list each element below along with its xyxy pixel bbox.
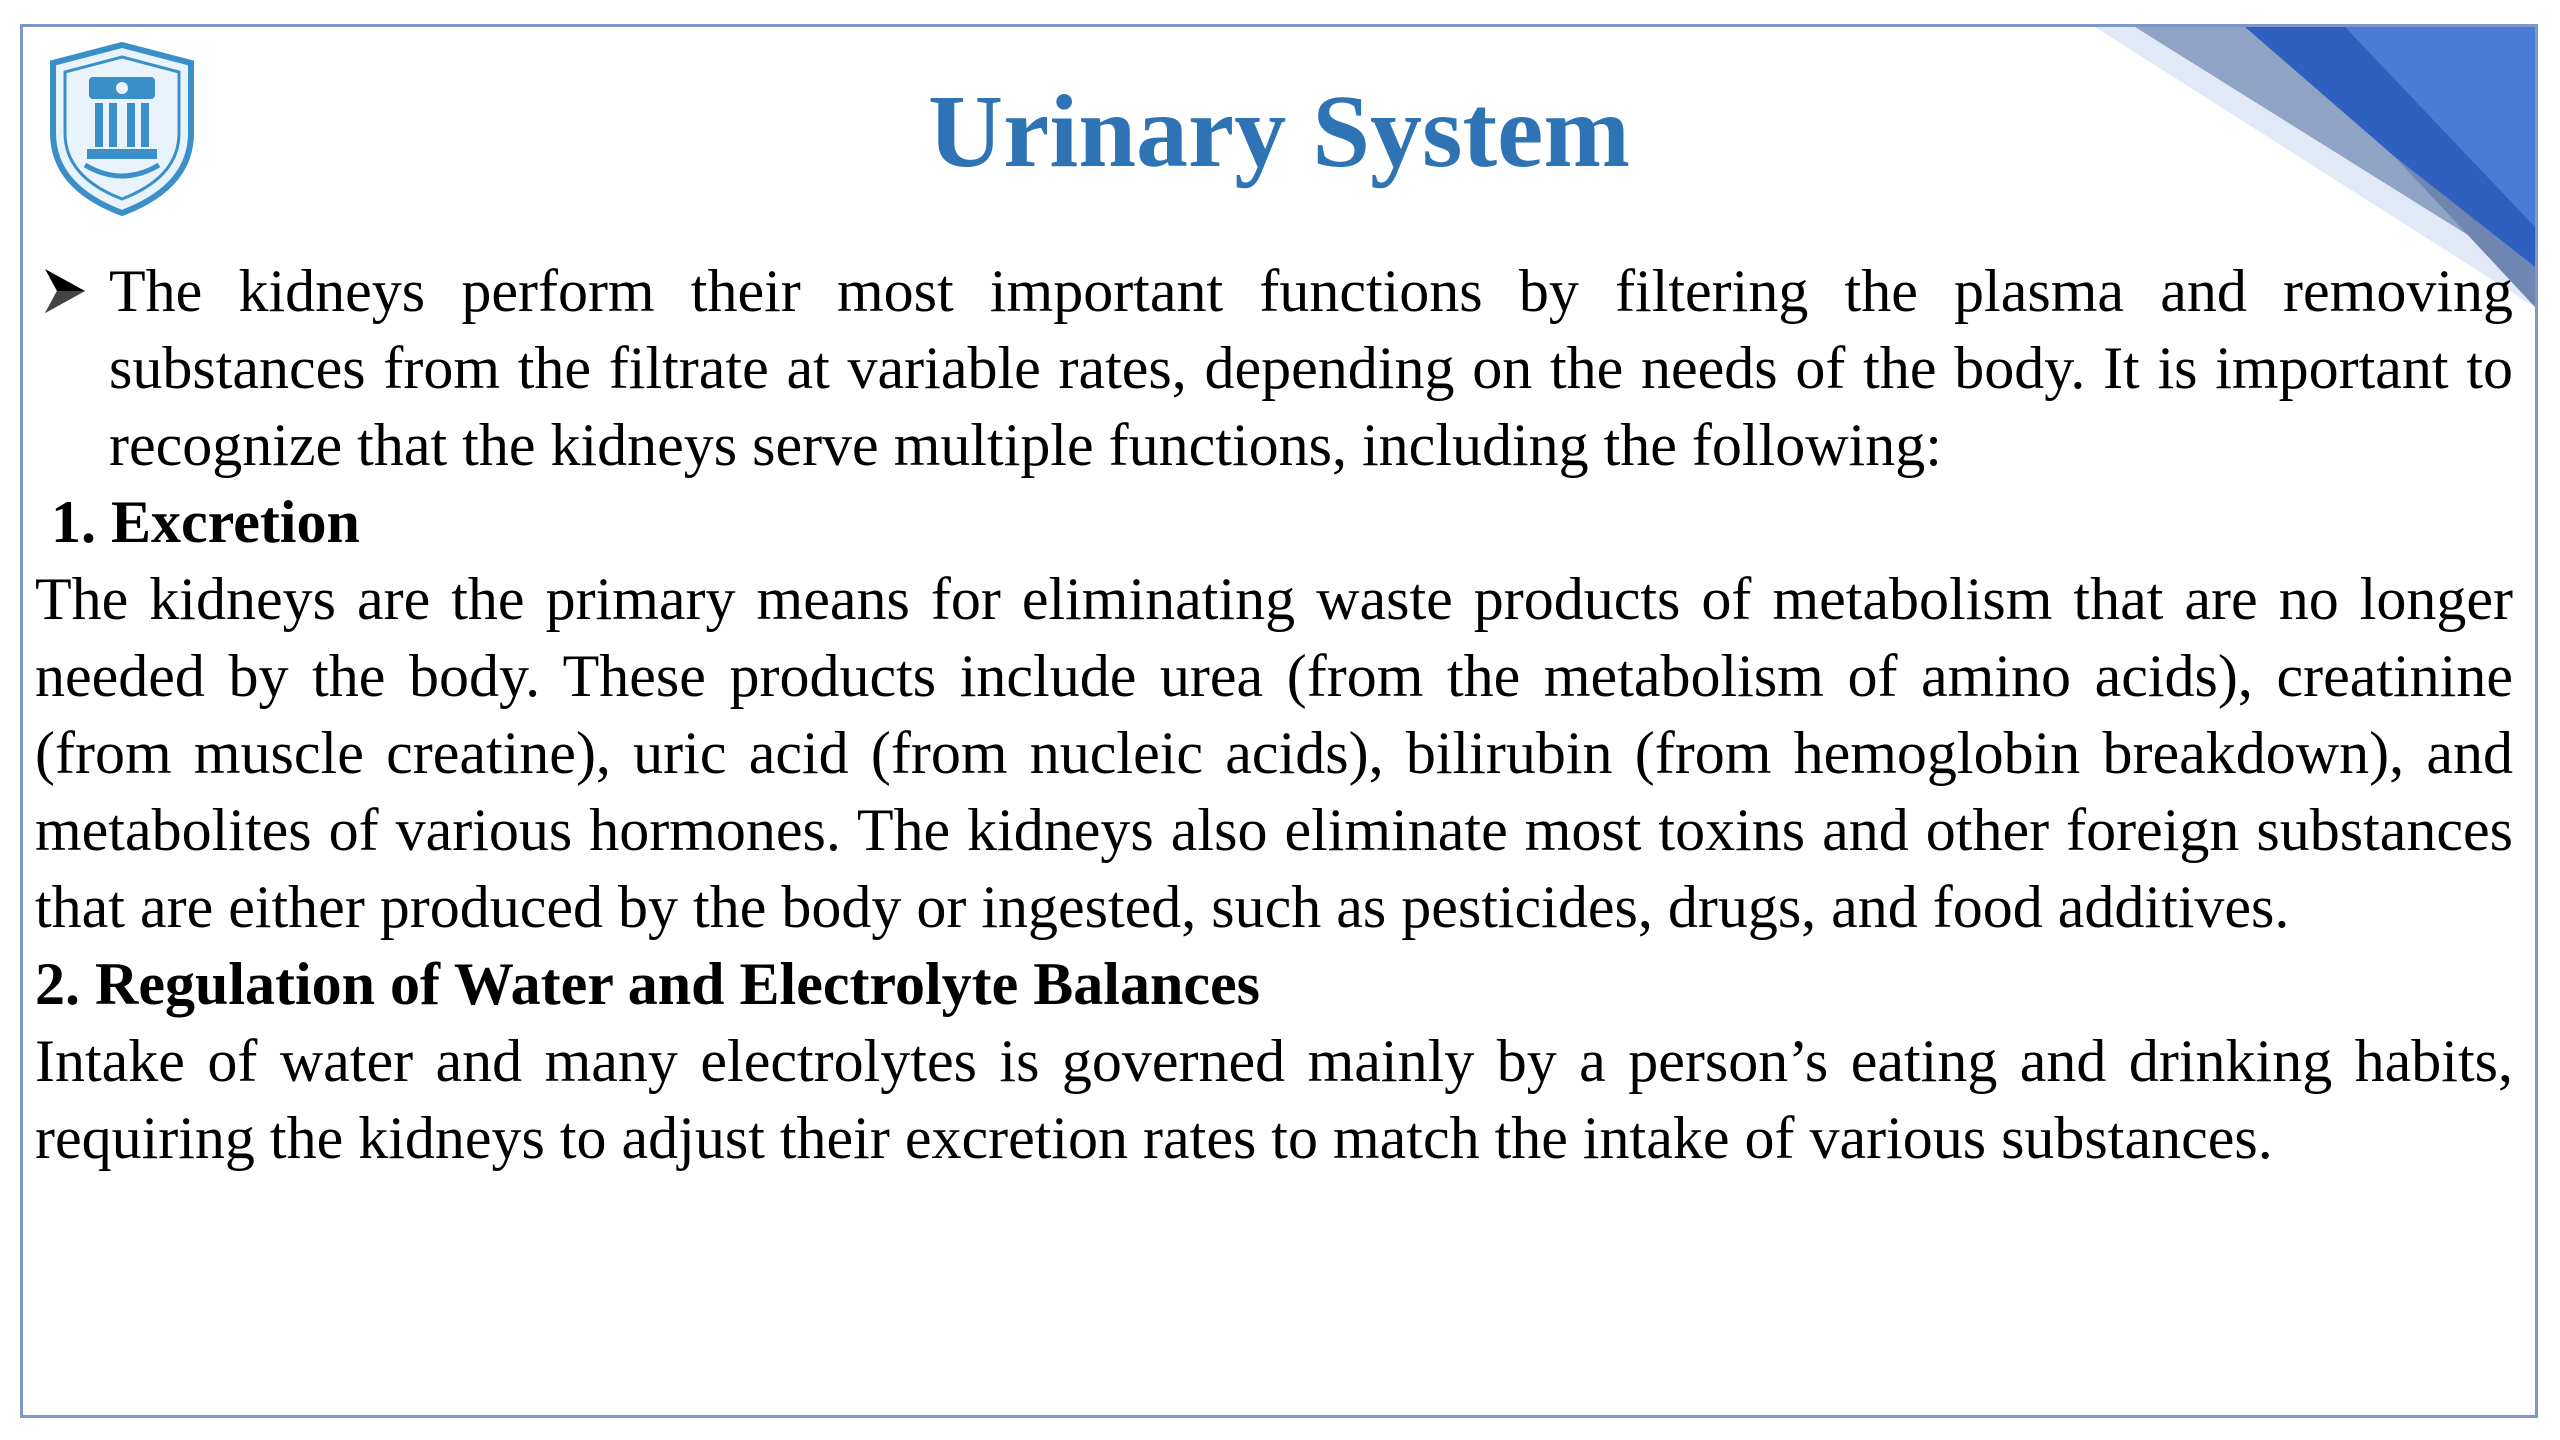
intro-bullet xyxy=(35,253,2513,484)
section-body-excretion: The kidneys are the primary means for eliminating waste products of metabolism that are no longer needed by the body. These products include urea (from the metabolism of amino acids), creatinine (from muscle creatine), uric acid (from nucleic acids), bilirubin (from hemoglobin breakdown), and metabolites of various hormones. The kidneys also eliminate most toxins and other foreign substances that are either produced by the body or ingested, such as pesticides, drugs, and food additives. xyxy=(35,566,2513,940)
intro-bullet-text: The kidneys perform their most important functions by filtering the plasma and removing substances from the filtrate at variable rates, depending on the needs of the body. It is important to recognize that the kidneys serve multiple functions, including the following: xyxy=(109,258,2513,478)
section-heading-excretion: 1. Excretion xyxy=(51,489,360,555)
slide xyxy=(20,24,2538,1418)
arrowhead-bullet-icon xyxy=(39,253,91,330)
section-heading-water-electrolyte: 2. Regulation of Water and Electrolyte Balances xyxy=(35,951,1260,1017)
slide-title: Urinary System xyxy=(928,74,1630,189)
section-body-water-electrolyte: Intake of water and many electrolytes is governed mainly by a person’s eating and drinking habits, requiring the kidneys to adjust their excretion rates to match the intake of various substances. xyxy=(35,1028,2513,1171)
slide-content xyxy=(35,253,2513,1177)
